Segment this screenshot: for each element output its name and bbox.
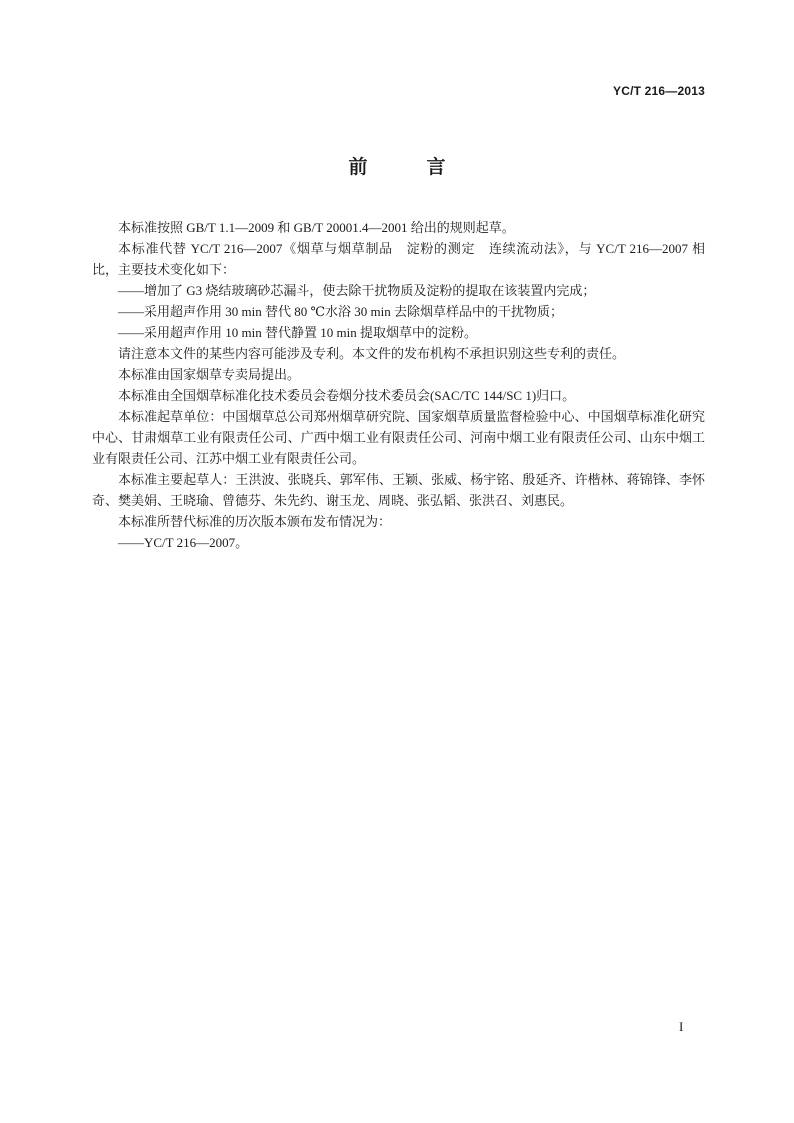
paragraph-administered-by: 本标准由全国烟草标准化技术委员会卷烟分技术委员会(SAC/TC 144/SC 1)归口。: [118, 388, 576, 403]
paragraph-replacement-statement: 本标准代替 YC/T 216—2007《烟草与烟草制品 淀粉的测定 连续流动法》，与 YC/T 216—2007 相比，主要技术变化如下：: [92, 241, 705, 277]
list-item-previous-edition: ——YC/T 216—2007。: [118, 535, 249, 550]
foreword-body: [92, 217, 705, 553]
paragraph-drafters: 本标准主要起草人：王洪波、张晓兵、郭军伟、王颖、张威、杨宇铭、殷延齐、许楷林、蒋锦锋、李怀奇、樊美娟、王晓瑜、曾德芬、朱先约、谢玉龙、周晓、张弘韬、张洪召、刘惠民。: [92, 472, 705, 508]
paragraph-patent-notice: 请注意本文件的某些内容可能涉及专利。本文件的发布机构不承担识别这些专利的责任。: [118, 346, 626, 361]
list-item-change-ultrasound-extraction: ——采用超声作用 10 min 替代静置 10 min 提取烟草中的淀粉。: [118, 325, 477, 340]
paragraph-drafting-rules: 本标准按照 GB/T 1.1—2009 和 GB/T 20001.4—2001 给出的规则起草。: [118, 220, 515, 235]
paragraph-drafting-organizations: 本标准起草单位：中国烟草总公司郑州烟草研究院、国家烟草质量监督检验中心、中国烟草标准化研究中心、甘肃烟草工业有限责任公司、广西中烟工业有限责任公司、河南中烟工业有限责任公司、山东中烟工业有限责任公司、江苏中烟工业有限责任公司。: [92, 409, 705, 466]
page-number: I: [679, 1019, 684, 1034]
paragraph-previous-editions: 本标准所替代标准的历次版本颁布发布情况为：: [118, 514, 392, 529]
paragraph-proposed-by: 本标准由国家烟草专卖局提出。: [118, 367, 301, 382]
page-title: 前 言: [348, 157, 466, 178]
list-item-change-ultrasound-removal: ——采用超声作用 30 min 替代 80 ℃水浴 30 min 去除烟草样品中的干扰物质；: [118, 304, 563, 319]
list-item-change-funnel: ——增加了 G3 烧结玻璃砂芯漏斗，使去除干扰物质及淀粉的提取在该装置内完成；: [118, 283, 596, 298]
standard-code: YC/T 216—2013: [613, 84, 705, 98]
